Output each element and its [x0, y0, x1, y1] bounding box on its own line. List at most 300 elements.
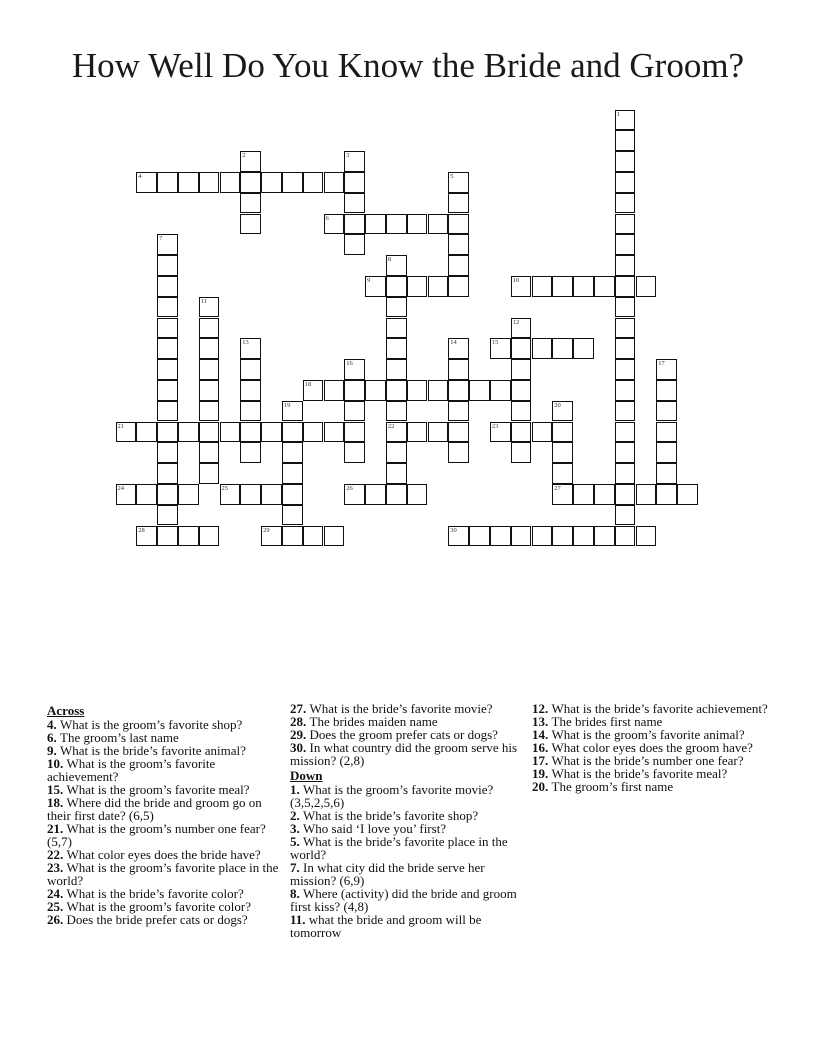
cell-number: 29	[263, 526, 270, 534]
clue-text: What is the bride’s number one fear?	[551, 753, 744, 768]
clue-text: The brides maiden name	[309, 714, 438, 729]
grid-cell[interactable]	[511, 380, 532, 401]
grid-cell[interactable]	[386, 422, 407, 443]
cell-number: 5	[450, 172, 454, 180]
grid-cell[interactable]	[157, 422, 178, 443]
grid-cell[interactable]	[448, 401, 469, 422]
grid-cell[interactable]	[448, 338, 469, 359]
grid-cell[interactable]	[615, 359, 636, 380]
grid-cell[interactable]	[303, 422, 324, 443]
grid-cell[interactable]	[157, 401, 178, 422]
clue-text: What is the bride’s favorite movie?	[309, 701, 493, 716]
cell-number: 27	[554, 484, 561, 492]
across-clue-21	[47, 822, 287, 848]
across-clue-10	[47, 757, 287, 783]
grid-cell[interactable]	[615, 318, 636, 339]
grid-cell[interactable]	[615, 463, 636, 484]
grid-cell[interactable]	[469, 380, 490, 401]
grid-cell[interactable]	[448, 380, 469, 401]
grid-cell[interactable]	[511, 526, 532, 547]
grid-cell[interactable]	[282, 422, 303, 443]
grid-cell[interactable]	[428, 422, 449, 443]
grid-cell[interactable]	[386, 338, 407, 359]
grid-cell[interactable]	[552, 463, 573, 484]
cell-number: 15	[491, 339, 499, 347]
clue-text: The groom’s last name	[60, 730, 179, 745]
grid-cell[interactable]	[428, 214, 449, 235]
clue-text: What is the groom’s favorite color?	[66, 899, 251, 914]
across-clue-list	[47, 718, 287, 926]
grid-cell[interactable]	[344, 214, 365, 235]
grid-cell[interactable]	[240, 338, 261, 359]
grid-cell[interactable]	[490, 380, 511, 401]
cell-number: 7	[159, 235, 163, 243]
grid-cell[interactable]	[407, 484, 428, 505]
clue-number-dot: .	[296, 821, 303, 836]
clue-number-dot: .	[545, 727, 552, 742]
clue-text: What color eyes does the groom have?	[551, 740, 753, 755]
clue-number-dot: .	[53, 717, 60, 732]
cell-number: 2	[242, 152, 246, 160]
down-clue-1	[290, 783, 530, 809]
clue-number-dot: .	[296, 860, 303, 875]
clue-number-dot: .	[60, 847, 67, 862]
grid-cell[interactable]	[365, 276, 386, 297]
grid-cell[interactable]	[636, 526, 657, 547]
grid-cell[interactable]	[615, 276, 636, 297]
grid-cell[interactable]	[261, 526, 282, 547]
grid-cell[interactable]	[656, 442, 677, 463]
grid-cell[interactable]	[636, 276, 657, 297]
grid-cell[interactable]	[511, 318, 532, 339]
clue-text: What is the bride’s favorite meal?	[551, 766, 728, 781]
grid-cell[interactable]	[365, 214, 386, 235]
clue-number-dot: .	[60, 860, 67, 875]
clue-number-dot: .	[545, 740, 552, 755]
grid-cell[interactable]	[615, 442, 636, 463]
clue-number: 30	[290, 740, 303, 755]
clue-text: What is the bride’s favorite achievement?	[551, 701, 768, 716]
grid-cell[interactable]	[199, 380, 220, 401]
grid-cell[interactable]	[615, 297, 636, 318]
clue-number: 3	[290, 821, 297, 836]
grid-cell[interactable]	[344, 422, 365, 443]
grid-cell[interactable]	[240, 193, 261, 214]
clue-number-dot: .	[60, 886, 67, 901]
across-clue-18	[47, 796, 287, 822]
across-header: Across	[47, 703, 85, 718]
down-clue-11	[290, 913, 530, 939]
grid-cell[interactable]	[532, 526, 553, 547]
grid-cell[interactable]	[615, 526, 636, 547]
grid-cell[interactable]	[240, 380, 261, 401]
down-clue-5	[290, 835, 530, 861]
grid-cell[interactable]	[594, 484, 615, 505]
clues-column-2	[290, 702, 530, 939]
clue-number-dot: .	[303, 701, 310, 716]
clue-number: 5	[290, 834, 297, 849]
clue-number: 16	[532, 740, 545, 755]
grid-cell[interactable]	[386, 359, 407, 380]
grid-cell[interactable]	[594, 276, 615, 297]
across-clue-23	[47, 861, 287, 887]
grid-cell[interactable]	[136, 526, 157, 547]
grid-cell[interactable]	[448, 214, 469, 235]
clue-number-dot: .	[302, 912, 309, 927]
grid-cell[interactable]	[282, 526, 303, 547]
grid-cell[interactable]	[240, 484, 261, 505]
grid-cell[interactable]	[344, 234, 365, 255]
grid-cell[interactable]	[303, 172, 324, 193]
cell-number: 21	[117, 422, 124, 430]
clue-number: 27	[290, 701, 303, 716]
grid-cell[interactable]	[511, 401, 532, 422]
grid-cell[interactable]	[282, 505, 303, 526]
grid-cell[interactable]	[282, 463, 303, 484]
grid-cell[interactable]	[240, 151, 261, 172]
grid-cell[interactable]	[157, 380, 178, 401]
grid-cell[interactable]	[615, 422, 636, 443]
clue-number: 18	[47, 795, 60, 810]
grid-cell[interactable]	[157, 338, 178, 359]
down-clue-list	[290, 783, 530, 939]
grid-cell[interactable]	[199, 297, 220, 318]
grid-cell[interactable]	[282, 442, 303, 463]
clue-text: What is the groom’s favorite meal?	[66, 782, 250, 797]
grid-cell[interactable]	[344, 484, 365, 505]
grid-cell[interactable]	[178, 172, 199, 193]
grid-cell[interactable]	[157, 526, 178, 547]
grid-cell[interactable]	[157, 505, 178, 526]
grid-cell[interactable]	[157, 297, 178, 318]
grid-cell[interactable]	[615, 380, 636, 401]
grid-cell[interactable]	[344, 151, 365, 172]
grid-cell[interactable]	[428, 276, 449, 297]
grid-cell[interactable]	[448, 276, 469, 297]
grid-cell[interactable]	[324, 172, 345, 193]
grid-cell[interactable]	[386, 401, 407, 422]
cell-number: 20	[554, 401, 561, 409]
clue-text: Where (activity) did the bride and groom first kiss? (4,8)	[290, 886, 517, 914]
grid-cell[interactable]	[365, 380, 386, 401]
grid-cell[interactable]	[199, 442, 220, 463]
clue-text: Who said ‘I love you’ first?	[303, 821, 447, 836]
grid-cell[interactable]	[532, 338, 553, 359]
grid-cell[interactable]	[199, 359, 220, 380]
grid-cell[interactable]	[428, 380, 449, 401]
grid-cell[interactable]	[469, 526, 490, 547]
grid-cell[interactable]	[240, 401, 261, 422]
grid-cell[interactable]	[303, 526, 324, 547]
grid-cell[interactable]	[552, 338, 573, 359]
grid-cell[interactable]	[511, 338, 532, 359]
grid-cell[interactable]	[386, 255, 407, 276]
grid-cell[interactable]	[199, 401, 220, 422]
clue-text: What color eyes does the bride have?	[66, 847, 261, 862]
grid-cell[interactable]	[656, 380, 677, 401]
cell-number: 6	[325, 214, 329, 222]
grid-cell[interactable]	[615, 193, 636, 214]
across-clue-list-continued	[290, 702, 530, 767]
grid-cell[interactable]	[157, 234, 178, 255]
grid-cell[interactable]	[615, 484, 636, 505]
grid-cell[interactable]	[511, 276, 532, 297]
grid-cell[interactable]	[448, 193, 469, 214]
grid-cell[interactable]	[615, 234, 636, 255]
grid-cell[interactable]	[386, 463, 407, 484]
clue-text: What is the groom’s favorite animal?	[551, 727, 745, 742]
grid-cell[interactable]	[240, 422, 261, 443]
cell-number: 14	[450, 339, 457, 347]
grid-cell[interactable]	[386, 484, 407, 505]
clue-number: 24	[47, 886, 60, 901]
grid-cell[interactable]	[199, 338, 220, 359]
clue-number: 28	[290, 714, 303, 729]
grid-cell[interactable]	[448, 234, 469, 255]
grid-cell[interactable]	[656, 359, 677, 380]
clue-number: 22	[47, 847, 60, 862]
grid-cell[interactable]	[324, 526, 345, 547]
grid-cell[interactable]	[344, 172, 365, 193]
cell-number: 19	[283, 401, 291, 409]
grid-cell[interactable]	[199, 526, 220, 547]
clue-text: What is the groom’s favorite place in the world?	[47, 860, 279, 888]
grid-cell[interactable]	[157, 255, 178, 276]
clue-text: What is the groom’s favorite achievement?	[47, 756, 216, 784]
grid-cell[interactable]	[282, 484, 303, 505]
grid-cell[interactable]	[157, 359, 178, 380]
grid-cell[interactable]	[178, 526, 199, 547]
grid-cell[interactable]	[552, 526, 573, 547]
grid-cell[interactable]	[448, 442, 469, 463]
grid-cell[interactable]	[511, 422, 532, 443]
grid-cell[interactable]	[178, 422, 199, 443]
clue-number: 7	[290, 860, 297, 875]
grid-cell[interactable]	[573, 338, 594, 359]
clue-number: 20	[532, 779, 545, 794]
grid-cell[interactable]	[511, 359, 532, 380]
grid-cell[interactable]	[240, 442, 261, 463]
grid-cell[interactable]	[157, 463, 178, 484]
grid-cell[interactable]	[136, 422, 157, 443]
grid-cell[interactable]	[448, 526, 469, 547]
grid-cell[interactable]	[240, 214, 261, 235]
clue-number: 10	[47, 756, 60, 771]
clue-number: 15	[47, 782, 60, 797]
grid-cell[interactable]	[615, 130, 636, 151]
grid-cell[interactable]	[552, 401, 573, 422]
clue-text: What is the bride’s favorite color?	[66, 886, 244, 901]
cell-number: 18	[304, 380, 312, 388]
grid-cell[interactable]	[490, 338, 511, 359]
grid-cell[interactable]	[136, 172, 157, 193]
down-header: Down	[290, 768, 323, 783]
grid-cell[interactable]	[407, 380, 428, 401]
clue-number: 17	[532, 753, 545, 768]
cell-number: 3	[346, 152, 350, 160]
cell-number: 28	[138, 526, 145, 534]
grid-cell[interactable]	[656, 401, 677, 422]
clue-text: what the bride and groom will be tomorrow	[290, 912, 482, 940]
clue-number-dot: .	[303, 740, 310, 755]
grid-cell[interactable]	[490, 526, 511, 547]
grid-cell[interactable]	[490, 422, 511, 443]
grid-cell[interactable]	[677, 484, 698, 505]
clue-number-dot: .	[60, 899, 67, 914]
clue-number: 2	[290, 808, 297, 823]
grid-cell[interactable]	[344, 359, 365, 380]
cell-number: 13	[242, 339, 249, 347]
grid-cell[interactable]	[303, 380, 324, 401]
grid-cell[interactable]	[448, 172, 469, 193]
clue-number-dot: .	[545, 714, 552, 729]
clue-number-dot: .	[60, 795, 67, 810]
grid-cell[interactable]	[615, 401, 636, 422]
grid-cell[interactable]	[199, 422, 220, 443]
clue-number-dot: .	[296, 808, 303, 823]
clue-number-dot: .	[53, 743, 60, 758]
grid-cell[interactable]	[324, 214, 345, 235]
clue-number-dot: .	[296, 886, 303, 901]
grid-cell[interactable]	[615, 151, 636, 172]
grid-cell[interactable]	[552, 442, 573, 463]
grid-cell[interactable]	[615, 338, 636, 359]
grid-cell[interactable]	[636, 484, 657, 505]
grid-cell[interactable]	[386, 276, 407, 297]
grid-cell[interactable]	[240, 359, 261, 380]
down-clue-7	[290, 861, 530, 887]
page-title: How Well Do You Know the Bride and Groom?	[71, 46, 745, 85]
clue-number-dot: .	[303, 727, 310, 742]
cell-number: 26	[346, 484, 353, 492]
grid-cell[interactable]	[448, 359, 469, 380]
grid-cell[interactable]	[282, 401, 303, 422]
cell-number: 23	[491, 422, 499, 430]
grid-cell[interactable]	[157, 276, 178, 297]
grid-cell[interactable]	[344, 193, 365, 214]
clue-number: 9	[47, 743, 54, 758]
grid-cell[interactable]	[532, 276, 553, 297]
grid-cell[interactable]	[282, 172, 303, 193]
grid-cell[interactable]	[573, 276, 594, 297]
grid-cell[interactable]	[324, 380, 345, 401]
clue-number-dot: .	[60, 912, 67, 927]
grid-cell[interactable]	[386, 297, 407, 318]
clue-number-dot: .	[545, 766, 552, 781]
grid-cell[interactable]	[615, 172, 636, 193]
clue-number: 8	[290, 886, 297, 901]
grid-cell[interactable]	[157, 172, 178, 193]
down-clue-list-continued	[532, 702, 772, 793]
grid-cell[interactable]	[344, 380, 365, 401]
grid-cell[interactable]	[656, 463, 677, 484]
grid-cell[interactable]	[386, 214, 407, 235]
clue-number-dot: .	[296, 834, 303, 849]
clue-text: What is the bride’s favorite animal?	[60, 743, 246, 758]
grid-cell[interactable]	[573, 484, 594, 505]
grid-cell[interactable]	[116, 484, 137, 505]
grid-cell[interactable]	[344, 442, 365, 463]
grid-cell[interactable]	[261, 172, 282, 193]
cell-number: 11	[200, 297, 207, 305]
grid-cell[interactable]	[116, 422, 137, 443]
grid-cell[interactable]	[552, 484, 573, 505]
clue-number: 23	[47, 860, 60, 875]
grid-cell[interactable]	[344, 401, 365, 422]
grid-cell[interactable]	[407, 214, 428, 235]
down-clue-8	[290, 887, 530, 913]
grid-cell[interactable]	[407, 276, 428, 297]
clue-number-dot: .	[60, 782, 67, 797]
cell-number: 16	[346, 360, 353, 368]
grid-cell[interactable]	[220, 172, 241, 193]
grid-cell[interactable]	[220, 484, 241, 505]
cell-number: 4	[138, 172, 142, 180]
grid-cell[interactable]	[157, 442, 178, 463]
grid-cell[interactable]	[199, 318, 220, 339]
grid-cell[interactable]	[552, 276, 573, 297]
grid-cell[interactable]	[365, 484, 386, 505]
grid-cell[interactable]	[261, 484, 282, 505]
grid-cell[interactable]	[199, 463, 220, 484]
clue-number: 21	[47, 821, 60, 836]
cell-number: 9	[367, 276, 371, 284]
grid-cell[interactable]	[178, 484, 199, 505]
clue-number-dot: .	[545, 779, 552, 794]
clue-number-dot: .	[303, 714, 310, 729]
grid-cell[interactable]	[448, 255, 469, 276]
grid-cell[interactable]	[552, 422, 573, 443]
cell-number: 25	[221, 484, 228, 492]
clues-column-1	[47, 702, 287, 926]
clue-number: 19	[532, 766, 545, 781]
grid-cell[interactable]	[386, 442, 407, 463]
grid-cell[interactable]	[615, 505, 636, 526]
grid-cell[interactable]	[532, 422, 553, 443]
clue-number: 6	[47, 730, 54, 745]
clue-text: Does the bride prefer cats or dogs?	[66, 912, 248, 927]
grid-cell[interactable]	[136, 484, 157, 505]
grid-cell[interactable]	[324, 422, 345, 443]
grid-cell[interactable]	[220, 422, 241, 443]
grid-cell[interactable]	[615, 214, 636, 235]
grid-cell[interactable]	[615, 255, 636, 276]
clues-column-3	[532, 702, 772, 793]
cell-number: 30	[450, 526, 457, 534]
grid-cell[interactable]	[594, 526, 615, 547]
clue-text: In what country did the groom serve his mission? (2,8)	[290, 740, 518, 768]
grid-cell[interactable]	[157, 318, 178, 339]
grid-cell[interactable]	[407, 422, 428, 443]
across-clue-30	[290, 741, 530, 767]
grid-cell[interactable]	[448, 422, 469, 443]
grid-cell[interactable]	[240, 172, 261, 193]
grid-cell[interactable]	[261, 422, 282, 443]
grid-cell[interactable]	[656, 422, 677, 443]
grid-cell[interactable]	[656, 484, 677, 505]
grid-cell[interactable]	[199, 172, 220, 193]
grid-cell[interactable]	[386, 380, 407, 401]
crossword-grid	[116, 110, 716, 560]
grid-cell[interactable]	[615, 110, 636, 131]
grid-cell[interactable]	[573, 526, 594, 547]
clue-number: 29	[290, 727, 303, 742]
grid-cell[interactable]	[157, 484, 178, 505]
grid-cell[interactable]	[511, 442, 532, 463]
grid-cell[interactable]	[386, 318, 407, 339]
clue-number-dot: .	[60, 756, 67, 771]
clue-text: What is the groom’s favorite shop?	[60, 717, 243, 732]
